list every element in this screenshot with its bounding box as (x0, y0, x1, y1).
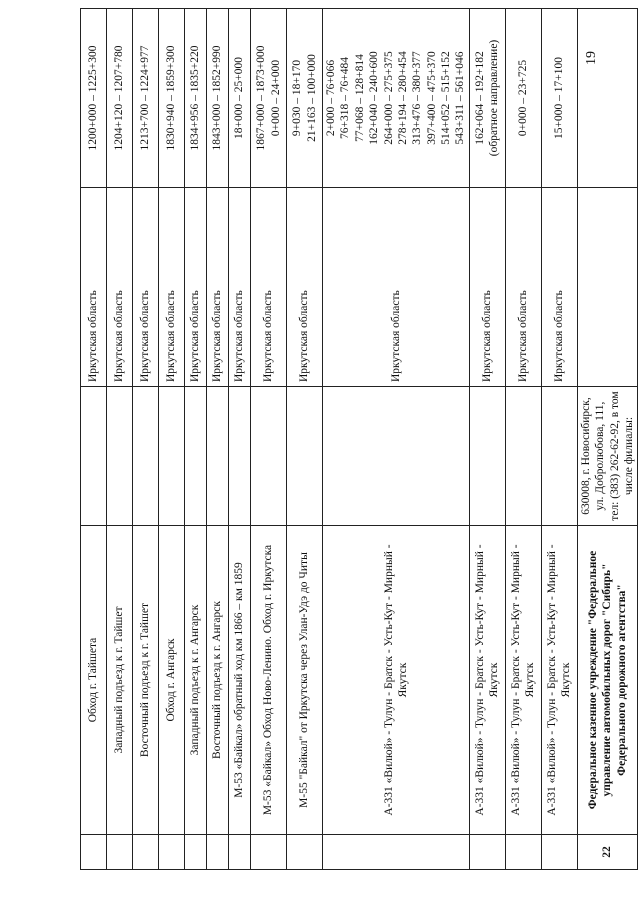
km-range: 21+163 – 100+000 (305, 54, 318, 142)
road-name-cell: Восточный подъезд к г. Ангарск (207, 526, 229, 835)
road-name-cell: М-55 "Байкал" от Иркутска через Улан-Удэ до Читы (287, 526, 323, 835)
road-name-cell: Обход г. Ангарск (159, 526, 185, 835)
km-range-cell (287, 9, 323, 188)
table-row (207, 9, 229, 870)
km-range-cell (133, 9, 159, 188)
row-number-cell: 22 (577, 835, 638, 870)
address-cell (541, 387, 577, 526)
table-row (251, 9, 287, 870)
road-name-cell: Западный подъезд к г. Тайшет (107, 526, 133, 835)
row-number-cell (207, 835, 229, 870)
km-range-cell (207, 9, 229, 188)
region-cell: Иркутская область (469, 188, 505, 387)
table-row (287, 9, 323, 870)
region-cell (577, 188, 638, 387)
km-range: 1830+940 – 1859+300 (165, 45, 178, 151)
km-range: 18+000 – 25+000 (233, 57, 246, 139)
km-range: 264+000 – 275+375 (382, 51, 395, 145)
km-range: 0+000 – 23+725 (517, 59, 530, 137)
page-number: 19 (584, 51, 599, 65)
km-range-cell (81, 9, 107, 188)
road-name-cell: Восточный подъезд к г. Тайшет (133, 526, 159, 835)
km-range: 397+400 – 475+370 (425, 51, 438, 145)
km-range: 76+318 – 76+484 (339, 57, 352, 139)
address-cell (81, 387, 107, 526)
table-row (577, 9, 638, 870)
km-range: 0+000 – 24+000 (269, 59, 282, 137)
row-number-cell (469, 835, 505, 870)
km-range-cell (505, 9, 541, 188)
table-row (323, 9, 470, 870)
km-range-cell (185, 9, 207, 188)
row-number-cell (251, 835, 287, 870)
address-cell: 630008, г. Новосибирск, ул. Добролюбова, 111, тел: (383) 262-62-92, в том числе филиалы: (577, 387, 638, 526)
km-range-cell (159, 9, 185, 188)
km-range: 2+000 – 76+066 (325, 59, 337, 137)
road-name-cell: Западный подъезд к г. Ангарск (185, 526, 207, 835)
road-name-cell: А-331 «Вилюй» - Тулун - Братск - Усть-Кут - Мирный - Якутск (541, 526, 577, 835)
table-row (159, 9, 185, 870)
address-cell (107, 387, 133, 526)
region-cell: Иркутская область (229, 188, 251, 387)
address-cell (323, 387, 470, 526)
km-range: 1200+000 – 1225+300 (87, 45, 100, 151)
km-range-cell (229, 9, 251, 188)
address-cell (229, 387, 251, 526)
table-row (229, 9, 251, 870)
road-name-cell: Федеральное казенное учреждение "Федеральное управление автомобильных дорог "Сибирь" Федерального дорожного агентства" (577, 526, 638, 835)
region-cell: Иркутская область (159, 188, 185, 387)
region-cell: Иркутская область (287, 188, 323, 387)
address-cell (469, 387, 505, 526)
address-cell (159, 387, 185, 526)
road-name-cell: А-331 «Вилюй» - Тулун - Братск - Усть-Кут - Мирный - Якутск (505, 526, 541, 835)
row-number-cell (323, 835, 470, 870)
km-range-cell (541, 9, 577, 188)
region-cell: Иркутская область (133, 188, 159, 387)
address-cell (251, 387, 287, 526)
roads-table (80, 39, 635, 870)
address-cell (207, 387, 229, 526)
km-range-cell (323, 9, 470, 188)
km-range: 1204+120 – 1207+780 (113, 45, 126, 151)
km-range-cell (107, 9, 133, 188)
km-range: 77+068 – 128+814 (353, 54, 366, 142)
address-cell (185, 387, 207, 526)
row-number-cell (133, 835, 159, 870)
km-range: 1834+956 – 1835+220 (189, 45, 202, 151)
km-range: 15+000 – 17+100 (553, 57, 566, 139)
km-range: 514+052 – 515+152 (440, 51, 452, 145)
row-number-cell (541, 835, 577, 870)
road-name-cell: М-53 «Байкал» Обход Ново-Ленино. Обход г. Иркутска (251, 526, 287, 835)
address-cell (133, 387, 159, 526)
row-number-cell (107, 835, 133, 870)
km-range: 278+194 – 280+454 (396, 51, 409, 145)
region-cell: Иркутская область (81, 188, 107, 387)
table-row (107, 9, 133, 870)
row-number-cell (229, 835, 251, 870)
km-range: 1867+000 – 1873+000 (255, 45, 268, 151)
region-cell: Иркутская область (323, 188, 470, 387)
address-cell (505, 387, 541, 526)
km-range-cell (577, 9, 638, 188)
km-range-cell (251, 9, 287, 188)
region-cell: Иркутская область (107, 188, 133, 387)
km-range: 1843+000 – 1852+990 (211, 45, 224, 151)
km-range: 1213+700 – 1224+977 (139, 45, 152, 151)
region-cell: Иркутская область (251, 188, 287, 387)
row-number-cell (505, 835, 541, 870)
table-row (541, 9, 577, 870)
region-cell: Иркутская область (505, 188, 541, 387)
table-row (133, 9, 159, 870)
table-row (185, 9, 207, 870)
region-cell: Иркутская область (185, 188, 207, 387)
table-row (505, 9, 541, 870)
km-range: 9+030 – 18+170 (291, 59, 304, 137)
table-row (81, 9, 107, 870)
region-cell: Иркутская область (541, 188, 577, 387)
row-number-cell (81, 835, 107, 870)
row-number-cell (159, 835, 185, 870)
row-number-cell (287, 835, 323, 870)
km-range: 313+476 – 380+377 (411, 51, 424, 145)
region-cell: Иркутская область (207, 188, 229, 387)
km-range: (обратное направление) (488, 39, 501, 157)
road-name-cell: А-331 «Вилюй» - Тулун - Братск - Усть-Кут - Мирный - Якутск (323, 526, 470, 835)
km-range: 162+040 – 240+600 (368, 51, 381, 145)
row-number-cell (185, 835, 207, 870)
km-range: 543+311 – 561+046 (454, 51, 467, 145)
address-cell (287, 387, 323, 526)
km-range: 162+064 – 192+182 (473, 51, 486, 145)
road-name-cell: А-331 «Вилюй» - Тулун - Братск - Усть-Кут - Мирный - Якутск (469, 526, 505, 835)
table-row (469, 9, 505, 870)
km-range-cell (469, 9, 505, 188)
road-name-cell: М-53 «Байкал» обратный ход км 1866 – км 1859 (229, 526, 251, 835)
road-name-cell: Обход г. Тайшета (81, 526, 107, 835)
